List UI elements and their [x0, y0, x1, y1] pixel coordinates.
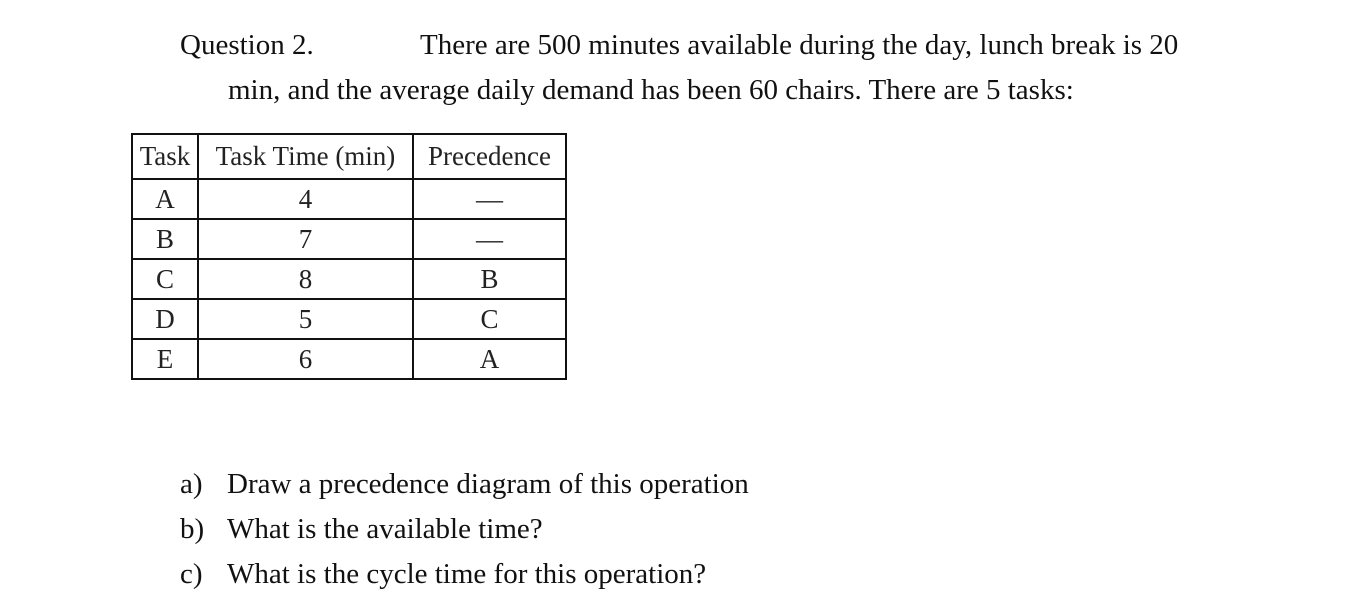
task-table [131, 133, 567, 380]
task-cell: C [132, 259, 198, 299]
subquestion-text: Draw a precedence diagram of this operation [227, 468, 749, 500]
subquestion-text: What is the available time? [227, 513, 543, 545]
subquestion-label: c) [180, 558, 203, 590]
table-row [132, 259, 566, 299]
table-row [132, 299, 566, 339]
question-text-line-2: min, and the average daily demand has been 60 chairs. There are 5 tasks: [228, 74, 1074, 106]
task-cell: B [132, 219, 198, 259]
task-time-cell: 5 [198, 299, 413, 339]
task-time-cell: 8 [198, 259, 413, 299]
precedence-cell: — [413, 219, 566, 259]
subquestion-label: b) [180, 513, 205, 545]
header-precedence: Precedence [413, 134, 566, 179]
precedence-cell: — [413, 179, 566, 219]
task-cell: E [132, 339, 198, 379]
header-task: Task [132, 134, 198, 179]
question-label: Question 2. [180, 29, 314, 61]
table-row [132, 219, 566, 259]
header-task-time: Task Time (min) [198, 134, 413, 179]
precedence-cell: B [413, 259, 566, 299]
task-cell: D [132, 299, 198, 339]
subquestion-a [180, 462, 749, 507]
subquestion-list [180, 462, 749, 597]
table-row [132, 339, 566, 379]
task-time-cell: 6 [198, 339, 413, 379]
subquestion-text: What is the cycle time for this operation? [227, 558, 707, 590]
precedence-cell: A [413, 339, 566, 379]
question-text-line-1: There are 500 minutes available during the day, lunch break is 20 [420, 29, 1179, 61]
task-time-cell: 7 [198, 219, 413, 259]
table-header-row [132, 134, 566, 179]
precedence-cell: C [413, 299, 566, 339]
task-cell: A [132, 179, 198, 219]
subquestion-label: a) [180, 468, 203, 500]
table-row [132, 179, 566, 219]
subquestion-b [180, 507, 749, 552]
subquestion-c [180, 552, 749, 597]
task-time-cell: 4 [198, 179, 413, 219]
